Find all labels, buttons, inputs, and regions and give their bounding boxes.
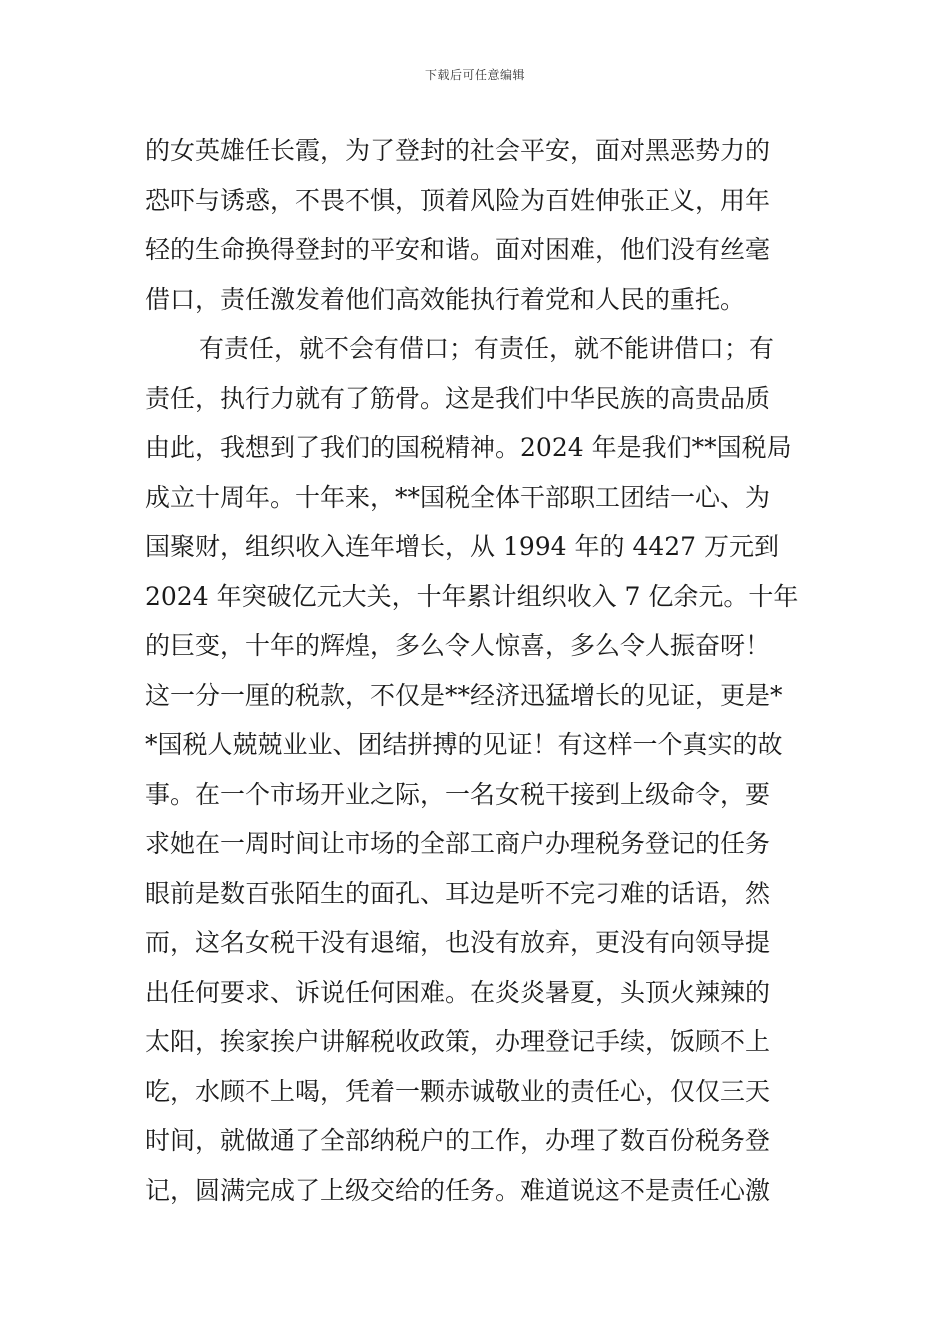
text-line: 事。在一个市场开业之际，一名女税干接到上级命令，要 (145, 779, 771, 809)
text-line: 的巨变，十年的辉煌，多么令人惊喜，多么令人振奋呀！ (145, 631, 771, 660)
text-line: 这一分一厘的税款，不仅是**经济迅猛增长的见证，更是* (145, 680, 783, 710)
text-line: 而，这名女税干没有退缩，也没有放弃，更没有向领导提 (145, 928, 771, 957)
document-body (145, 126, 815, 1215)
page-header: 下载后可任意编辑 (424, 68, 525, 82)
text-line: 由此，我想到了我们的国税精神。2024 年是我们**国税局 (145, 433, 792, 462)
text-line: 出任何要求、诉说任何困难。在炎炎暑夏，头顶火辣辣的 (145, 977, 771, 1007)
text-line: 求她在一周时间让市场的全部工商户办理税务登记的任务 (145, 829, 771, 858)
text-line: 恐吓与诱惑，不畏不惧，顶着风险为百姓伸张正义，用年 (145, 185, 771, 215)
text-line: 成立十周年。十年来，**国税全体干部职工团结一心、为 (145, 482, 771, 512)
paragraph-first-line: 有责任，就不会有借口；有责任，就不能讲借口；有 (199, 334, 775, 363)
text-line: 轻的生命换得登封的平安和谐。面对困难，他们没有丝毫 (145, 235, 771, 264)
text-line: 责任，执行力就有了筋骨。这是我们中华民族的高贵品质 (145, 383, 771, 413)
text-line: *国税人兢兢业业、团结拼搏的见证！有这样一个真实的故 (145, 730, 783, 759)
text-line: 的女英雄任长霞，为了登封的社会平安，面对黑恶势力的 (145, 136, 771, 165)
text-line: 记，圆满完成了上级交给的任务。难道说这不是责任心激 (145, 1175, 771, 1205)
text-line: 吃，水顾不上喝，凭着一颗赤诚敬业的责任心，仅仅三天 (145, 1076, 771, 1106)
text-line: 时间，就做通了全部纳税户的工作，办理了数百份税务登 (145, 1126, 771, 1155)
text-line: 借口，责任激发着他们高效能执行着党和人民的重托。 (145, 284, 746, 314)
text-line: 2024 年突破亿元大关，十年累计组织收入 7 亿余元。十年 (145, 581, 799, 611)
text-line: 眼前是数百张陌生的面孔、耳边是听不完刁难的话语，然 (145, 878, 771, 908)
text-line: 国聚财，组织收入连年增长，从 1994 年的 4427 万元到 (145, 532, 780, 561)
text-line: 太阳，挨家挨户讲解税收政策，办理登记手续，饭顾不上 (145, 1027, 771, 1056)
